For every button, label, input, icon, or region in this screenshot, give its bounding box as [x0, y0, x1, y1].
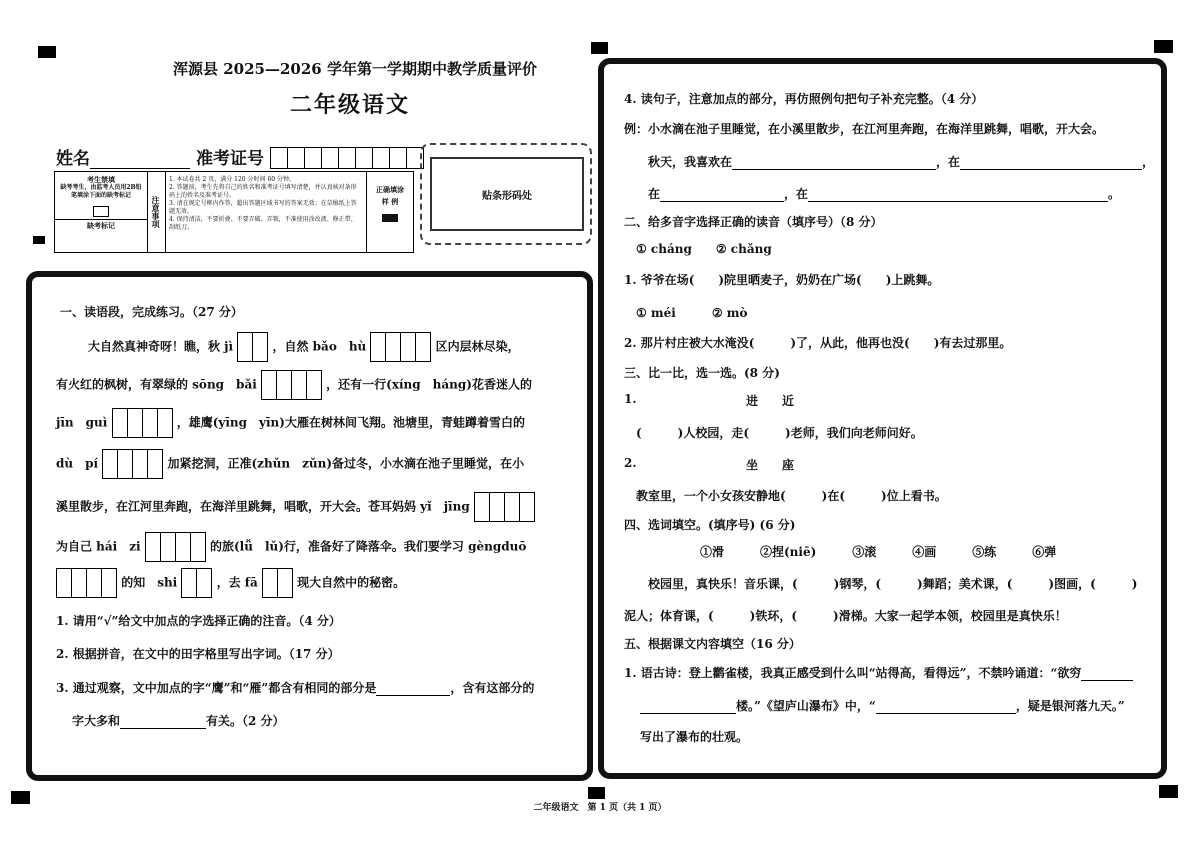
section4-title: 四、选词填空。(填序号) (6 分) [624, 518, 796, 532]
q4-blank-3[interactable] [660, 189, 784, 202]
section3-num-1: 1. [624, 392, 637, 406]
writing-grid-fa[interactable] [262, 568, 293, 598]
registration-mark-bottom-right [1159, 785, 1178, 798]
notice-rules-title-column [147, 172, 166, 252]
question-4-example: 例：小水滴在池子里睡觉，在小溪里散步，在江河里奔跑，在海洋里跳舞，唱歌，开大会。 [624, 122, 1105, 136]
section3-words-1: 进 近 [746, 394, 795, 408]
section3-question-2: 教室里，一个小女孩安静地( )在( )位上看书。 [636, 489, 947, 503]
notice-rule-4: 4. 保持清洁，不要折叠、不要弄破、弄皱，不准使用涂改液、修正带、刮纸刀。 [169, 216, 357, 231]
question-1: 1. 请用“√”给文中加点的字选择正确的注音。（4 分） [56, 614, 341, 628]
section3-title: 三、比一比，选一选。(8 分) [624, 366, 780, 380]
writing-grid-ji[interactable] [237, 332, 268, 362]
writing-grid-shi[interactable] [181, 568, 212, 598]
section5-line-3: 写出了瀑布的壮观。 [640, 730, 749, 744]
section2-options-2: ① méi ② mò [636, 306, 748, 320]
writing-grid-haizi[interactable] [145, 532, 206, 562]
question-4-line-2: 在 ，在 。 [648, 187, 1121, 201]
exam-id-label: 准考证号 [196, 149, 264, 169]
question-3-cont: 字大多和 有关。（2 分） [72, 714, 285, 728]
sample-label: 正确填涂 [376, 185, 404, 194]
question-4-line-1: 秋天，我喜欢在 ，在 ， [648, 155, 1155, 169]
notice-col2-title: 注意事项 [151, 196, 161, 228]
section5-line-2: 楼。”《望庐山瀑布》中，“ ，疑是银河落九天。” [640, 697, 1125, 714]
sample-fill-column [367, 172, 413, 222]
section2-question-2: 2. 那片村庄被大水淹没( )了，从此，他再也没( )有去过那里。 [624, 336, 1012, 350]
passage-line-6: 为自己 hái zi 的旅(lǚ lǔ)行，准备好了降落伞。我们要学习 gèngduō [56, 532, 526, 562]
barcode-label: 贴条形码处 [430, 157, 584, 231]
exam-title: 浑源县 2025—2026 学年第一学期期中教学质量评价 [173, 60, 537, 78]
q3-blank-1[interactable] [376, 683, 450, 696]
s5-blank-1[interactable] [1081, 668, 1133, 681]
notice-absent-column [55, 172, 148, 252]
question-2: 2. 根据拼音，在文中的田字格里写出字词。（17 分） [56, 647, 340, 661]
q4-blank-2[interactable] [960, 157, 1142, 170]
absent-mark-label: 缺考标记 [55, 219, 147, 230]
section2-title: 二、给多音字选择正确的读音（填序号）（8 分） [624, 215, 883, 229]
section2-options-1: ① cháng ② chǎng [636, 242, 772, 256]
passage-line-7: 的知 shi ，去 fā 现大自然中的秘密。 [56, 568, 405, 598]
notice-rule-3: 3. 请在规定号框内作答，超出答题区域书写的答案无效；在草稿纸上答题无效。 [169, 200, 357, 215]
passage-line-1: 大自然真神奇呀！瞧，秋 jì ，自然 bǎo hù 区内层林尽染， [88, 332, 520, 362]
passage-line-3: jīn guì ，雄鹰(yīng yīn)大雁在树林间飞翔。池塘里，青蛙蹲着雪白的 [56, 408, 525, 438]
writing-grid-baohu[interactable] [370, 332, 431, 362]
name-label: 姓名 [56, 149, 90, 169]
q3-blank-2[interactable] [120, 716, 206, 729]
q4-blank-1[interactable] [732, 157, 936, 170]
student-info-row [56, 144, 190, 169]
page-footer: 二年级语文 第 1 页（共 1 页） [533, 803, 667, 813]
name-field[interactable] [90, 150, 190, 169]
writing-grid-gengduo[interactable] [56, 568, 117, 598]
passage-line-5: 溪里散步，在江河里奔跑，在海洋里跳舞，唱歌，开大会。苍耳妈妈 yǐ jīng [56, 492, 535, 522]
s5-blank-2[interactable] [640, 701, 736, 714]
barcode-area [420, 143, 592, 245]
writing-grid-songbai[interactable] [261, 370, 322, 400]
passage-line-4: dù pí 加紧挖洞，正准(zhǔn zǔn)备过冬，小水滴在池子里睡觉，在小 [56, 449, 524, 479]
notice-col1-title: 考生禁填 [87, 175, 115, 184]
section1-title: 一、读语段，完成练习。（27 分） [60, 305, 243, 319]
registration-mark-left [33, 236, 45, 244]
registration-mark-top-left [38, 46, 56, 58]
exam-id-row [196, 144, 424, 169]
exam-id-boxes[interactable] [270, 147, 424, 169]
notice-rule-2: 2. 答题前，考生先将自己的姓名和准考证号填写清楚，并认真核对条形码上的姓名及准考证号。 [169, 184, 357, 199]
registration-mark-bottom-center [588, 787, 605, 799]
passage-line-2: 有火红的枫树，有翠绿的 sōng bǎi ，还有一行(xíng háng)花香迷人的 [56, 370, 532, 400]
section4-line-1: 校园里，真快乐！音乐课，( )钢琴，( )舞蹈；美术课，( )图画，( ) [648, 577, 1138, 591]
absent-mark-box[interactable] [93, 206, 109, 217]
q4-blank-4[interactable] [808, 189, 1108, 202]
writing-grid-yijing[interactable] [474, 492, 535, 522]
section3-num-2: 2. [624, 456, 637, 470]
notice-rules-column [165, 172, 367, 252]
section4-line-2: 泥人；体育课，( )铁环，( )滑梯。大家一起学本领，校园里是真快乐！ [624, 609, 1067, 623]
section3-question-1: ( )人校园，走( )老师，我们向老师问好。 [636, 426, 923, 440]
sample-label-2: 样 例 [381, 197, 399, 206]
notice-box [54, 171, 414, 253]
s5-blank-3[interactable] [876, 701, 1016, 714]
question-3: 3. 通过观察，文中加点的字“鹰”和“雁”都含有相同的部分是 ，含有这部分的 [56, 681, 535, 695]
section5-title: 五、根据课文内容填空（16 分） [624, 637, 801, 651]
question-4: 4. 读句子，注意加点的部分，再仿照例句把句子补充完整。（4 分） [624, 92, 984, 106]
registration-mark-bottom-left [11, 791, 30, 804]
registration-mark-top-center [591, 42, 608, 54]
notice-col1-text: 缺考考生，由监考人员用2B铅笔填涂下面的缺考标记 [60, 184, 142, 199]
writing-grid-jingui[interactable] [112, 408, 173, 438]
exam-subtitle: 二年级语文 [289, 92, 410, 118]
section2-question-1: 1. 爷爷在场( )院里晒麦子，奶奶在广场( )上跳舞。 [624, 273, 940, 287]
notice-rule-1: 1. 本试卷共 2 页，满分 120 分时间 60 分钟。 [169, 176, 295, 183]
section3-words-2: 坐 座 [746, 458, 795, 472]
section4-options: ①滑 ②捏(niē) ③滚 ④画 ⑤练 ⑥弹 [700, 545, 1057, 559]
sample-filled-mark [382, 214, 398, 222]
section5-line-1: 1. 语古诗：登上鹳雀楼，我真正感受到什么叫“站得高，看得远”，不禁吟诵道：“欲穷 [624, 664, 1133, 681]
registration-mark-top-right [1154, 40, 1173, 53]
writing-grid-dupi[interactable] [102, 449, 163, 479]
